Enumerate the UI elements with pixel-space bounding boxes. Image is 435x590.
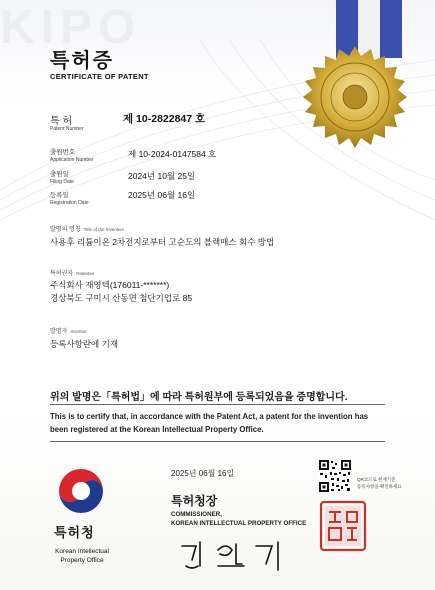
patentee-address: 경상북도 구미시 산동면 첨단기업로 85: [50, 293, 193, 303]
patentee-name: 주식회사 재영텍(176011-*******): [50, 280, 170, 290]
filing-date-value: 2024년 10월 25일: [128, 171, 196, 181]
kipo-logo-icon: [56, 466, 106, 516]
kipo-name-en-line2: Property Office: [60, 557, 104, 564]
patentee-label: [50, 268, 94, 277]
invention-title-value: 사용후 리튬이온 2차전지로부터 고순도의 블랙매스 회수 방법: [50, 237, 275, 247]
qr-code-note: [357, 476, 402, 490]
certificate-title: 특허증: [50, 50, 114, 72]
patent-number-value: 제 10-2822847 호: [123, 113, 206, 125]
filing-date-label-en: Filing Date: [50, 179, 74, 185]
filing-date-label: 출원일: [50, 171, 69, 178]
certification-text-en: This is to certify that, in accordance with the Patent Act, a patent for the invention has been registered at the Korean Intellectual Property Office.: [50, 412, 369, 434]
commissioner-title-en-line2: KOREAN INTELLECTUAL PROPERTY OFFICE: [171, 520, 307, 527]
commissioner-title-kr: 특허청장: [171, 494, 218, 508]
certification-text-kr: 위의 발명은「특허법」에 따라 특허원부에 등록되었음을 증명합니다.: [50, 392, 348, 403]
application-number-value: 제 10-2024-0147584 호: [128, 149, 217, 159]
kipo-name-en: [44, 547, 120, 565]
qr-code-icon: [318, 459, 352, 493]
divider-bottom: [50, 441, 385, 442]
commissioner-title-en: [171, 510, 306, 528]
inventor-label: [50, 326, 87, 335]
certificate-title-en: CERTIFICATE OF PATENT: [50, 72, 149, 81]
divider-top: [50, 404, 385, 405]
gold-seal-icon: [300, 44, 410, 154]
kipo-name-en-line1: Korean Intellectual: [55, 548, 109, 555]
inventor-label-kr: 발명자: [50, 329, 68, 335]
registration-date-label: 등록일: [50, 192, 69, 199]
patent-number-label: 특 허: [50, 116, 73, 127]
commissioner-title-en-line1: COMMISSIONER,: [171, 511, 222, 518]
qr-code-note-line1: QR코드로 현재기준: [357, 477, 396, 482]
official-stamp: [319, 500, 367, 552]
patent-number-label-en: Patent Number: [50, 126, 84, 132]
issue-date: 2025년 06월 16일: [171, 469, 235, 478]
registration-date-value: 2025년 06월 16일: [128, 190, 196, 200]
inventor-label-en: Inventor: [70, 329, 87, 334]
qr-code-note-line2: 등록사항을 확인하세요: [357, 484, 402, 489]
invention-title-label: [50, 224, 124, 233]
registration-date-label-en: Registration Date: [50, 200, 89, 206]
watermark-text: KIPO: [0, 1, 142, 54]
kipo-name-kr: 특허청: [54, 525, 95, 540]
commissioner-signature: [178, 536, 288, 576]
application-number-label-en: Application Number: [50, 157, 94, 163]
patentee-label-en: Patentee: [76, 271, 95, 276]
patentee-label-kr: 특허권자: [50, 271, 74, 277]
application-number-label: 출원번호: [50, 149, 76, 156]
invention-title-label-kr: 발명의 명칭: [50, 227, 81, 233]
inventor-value: 등록사항란에 기재: [50, 339, 119, 349]
invention-title-label-en: Title of the Invention: [83, 227, 125, 232]
